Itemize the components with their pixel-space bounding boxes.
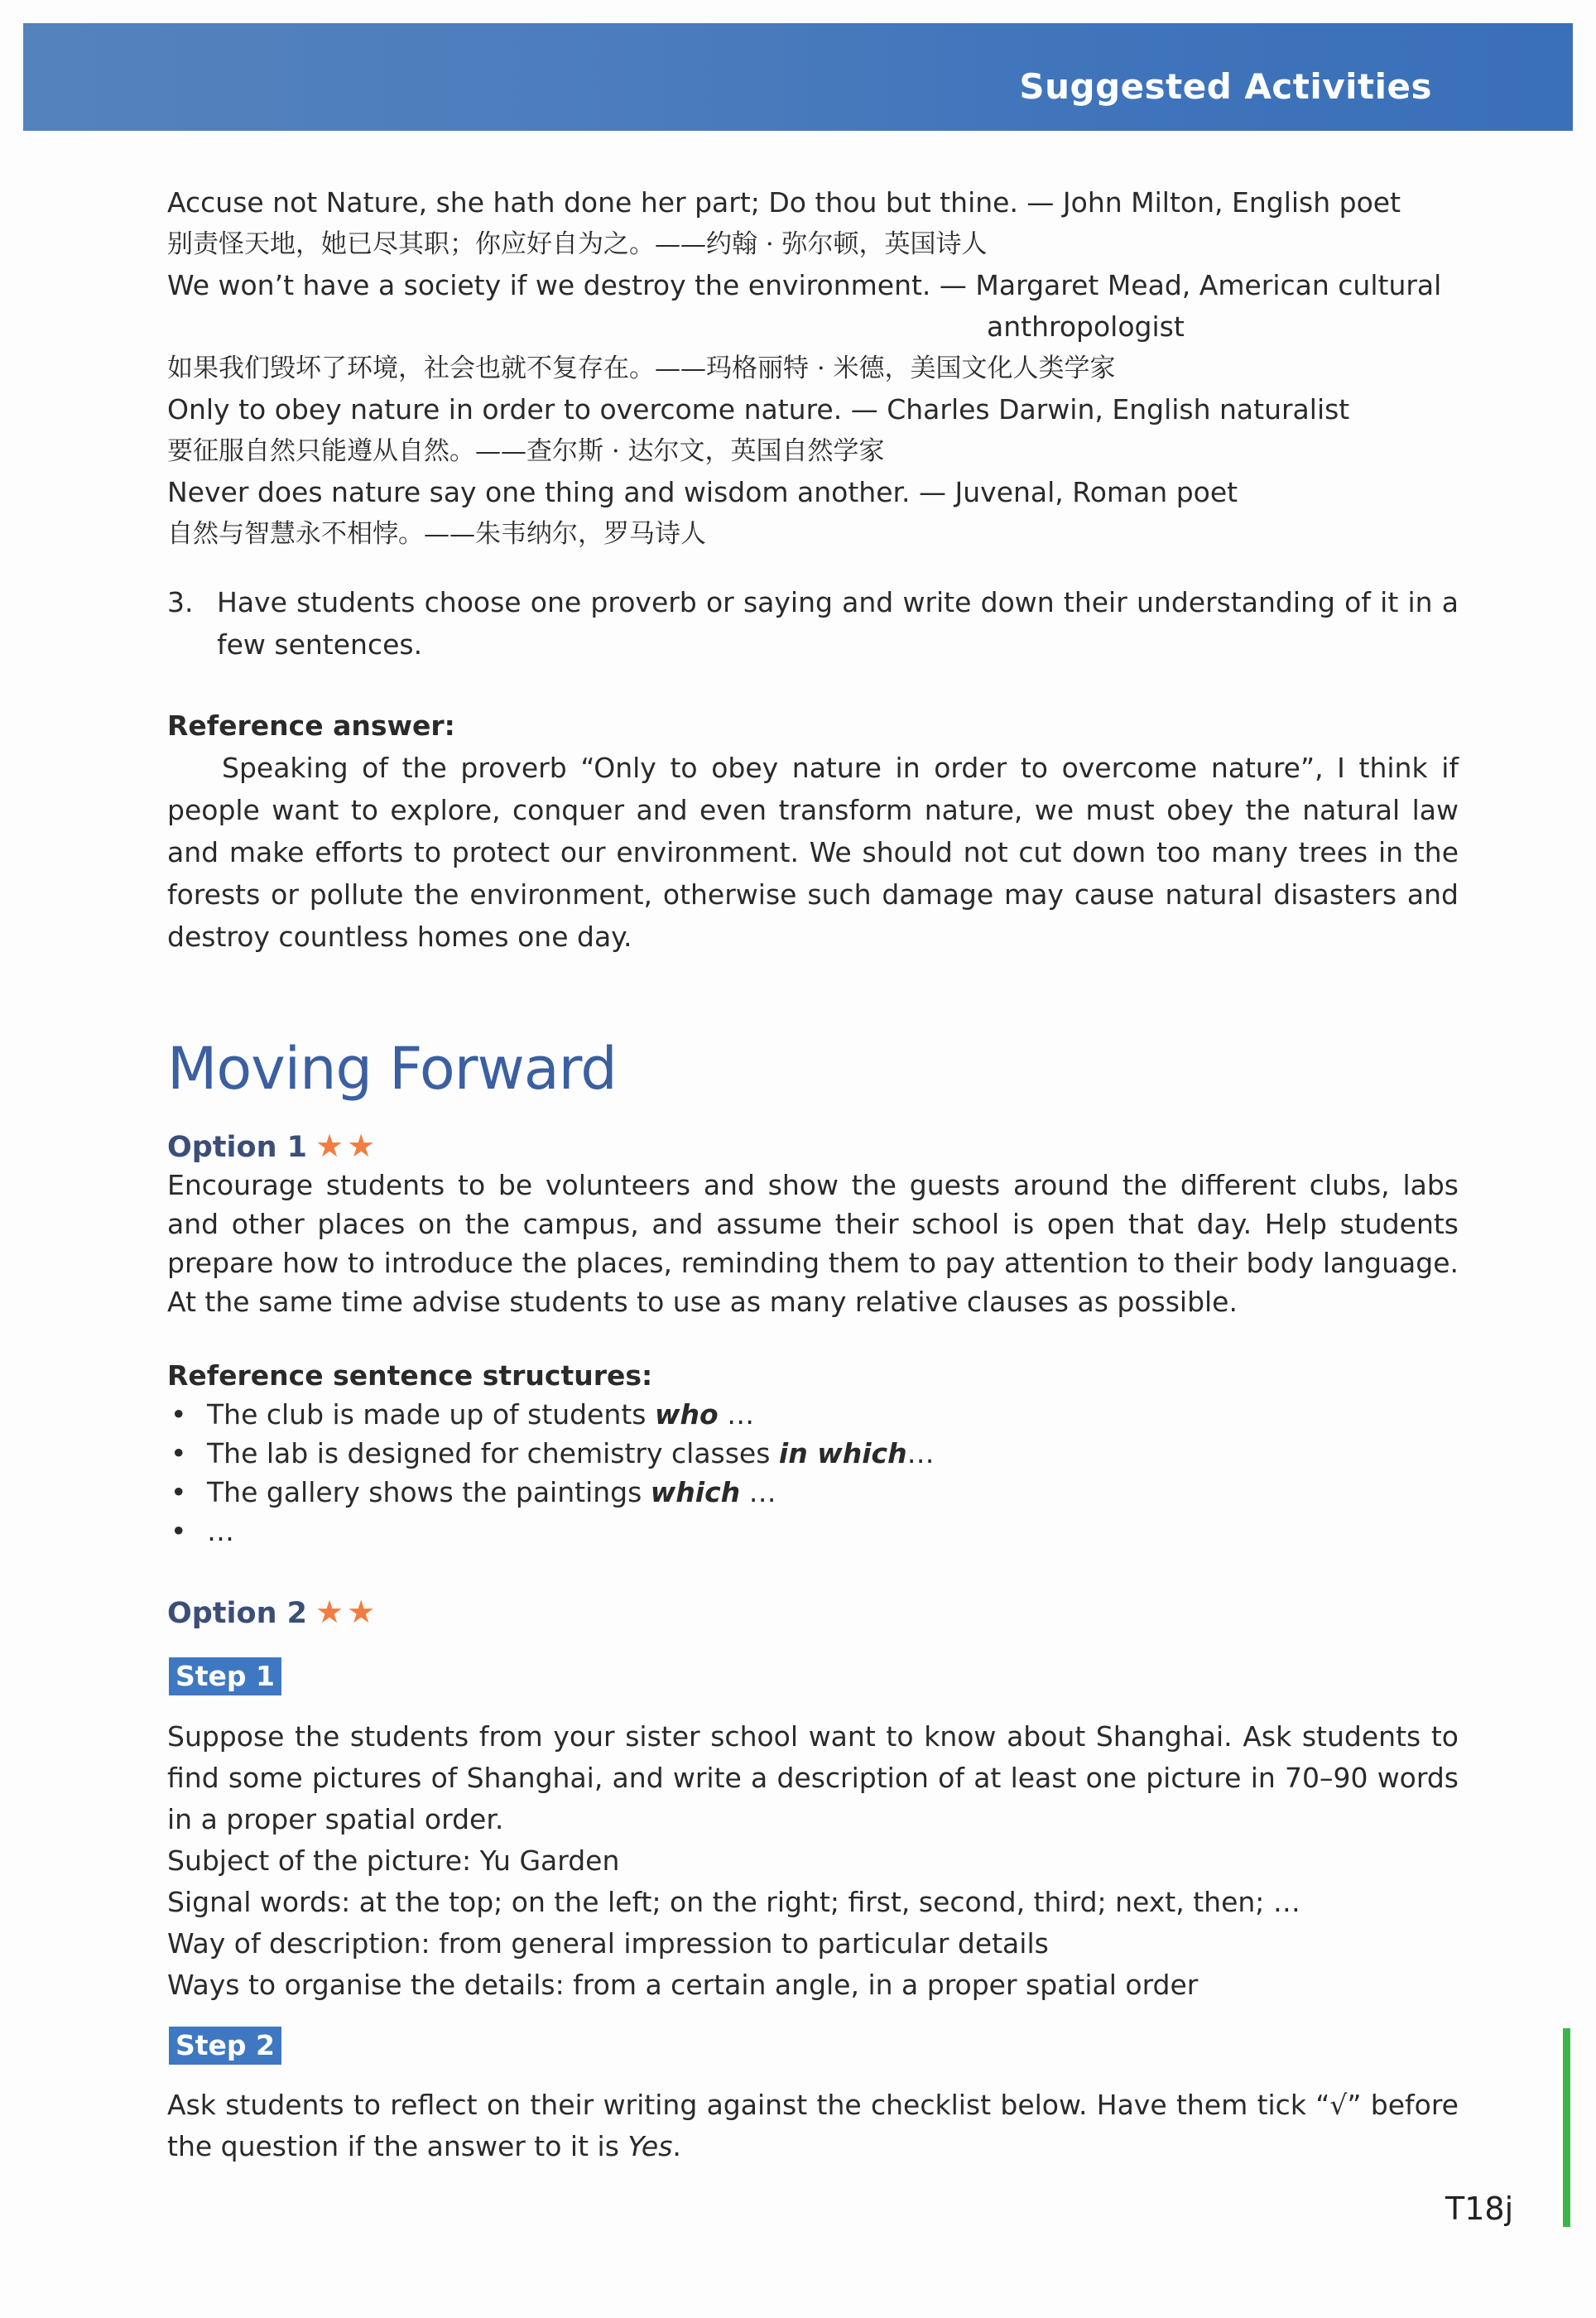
section-title: Moving Forward: [167, 1035, 617, 1103]
page-number: T18j: [1445, 2191, 1514, 2227]
reference-answer: [167, 705, 1459, 958]
bullet-icon: •: [171, 1398, 187, 1431]
quote-en: Accuse not Nature, she hath done her part; Do thou but thine. — John Milton, English poet: [167, 186, 1401, 219]
option-label: Option 1: [167, 1131, 308, 1164]
star-rating-icon: ★★: [315, 1128, 379, 1164]
quote-en-continuation: anthropologist: [987, 310, 1185, 343]
step-1-line: Subject of the picture: Yu Garden: [167, 1844, 620, 1877]
step-1-body: [167, 1716, 1459, 2006]
quote-zh: 如果我们毁坏了环境，社会也就不复存在。——玛格丽特 · 米德，美国文化人类学家: [167, 353, 1116, 383]
item-number: 3.: [167, 586, 194, 618]
reference-answer-text: Speaking of the proverb “Only to obey nature in order to overcome nature”, I think if people want to explore, conquer and even transform nature, we must obey the natural law and make efforts to protect our environment. We should not cut down too many trees in the forests or pollute the environment, otherwise such damage may cause natural disasters and destroy countless homes one day.: [167, 752, 1459, 953]
step-2-badge: Step 2: [169, 2027, 281, 2065]
bullet-icon: •: [171, 1437, 187, 1469]
bullet-icon: •: [171, 1515, 187, 1547]
list-item: • …: [167, 1512, 1459, 1551]
step-2-text: Ask students to reflect on their writing against the checklist below. Have them tick “√” before the question if the answer to it is Yes.: [167, 2089, 1459, 2162]
structures-list: [167, 1395, 1459, 1551]
item-text: Have students choose one proverb or saying and write down their understanding of it in a few sentences.: [217, 586, 1459, 661]
option-2-heading: [167, 1594, 378, 1630]
numbered-item-3: [167, 581, 1459, 666]
quote-zh: 自然与智慧永不相悖。——朱韦纳尔，罗马诗人: [167, 519, 706, 549]
structures-heading: Reference sentence structures:: [167, 1359, 653, 1392]
option-1-heading: [167, 1128, 378, 1164]
bullet-icon: •: [171, 1476, 187, 1508]
option-label: Option 2: [167, 1597, 308, 1630]
quotes-block: [167, 182, 1459, 555]
reference-answer-heading: Reference answer:: [167, 709, 455, 742]
step-1-line: Way of description: from general impression to particular details: [167, 1927, 1049, 1960]
option-1-body: [167, 1166, 1459, 1551]
quote-en: Only to obey nature in order to overcome nature. — Charles Darwin, English naturalist: [167, 393, 1350, 426]
step-1-line: Ways to organise the details: from a certain angle, in a proper spatial order: [167, 1969, 1199, 2001]
list-item: • The gallery shows the paintings which …: [167, 1473, 1459, 1512]
quote-en: Never does nature say one thing and wisdom another. — Juvenal, Roman poet: [167, 476, 1238, 508]
step-2-body: [167, 2085, 1459, 2167]
step-1-badge: Step 1: [169, 1657, 281, 1695]
quote-zh: 别责怪天地，她已尽其职；你应好自为之。——约翰 · 弥尔顿，英国诗人: [167, 229, 988, 259]
quote-en: We won’t have a society if we destroy the environment. — Margaret Mead, American cultural: [167, 269, 1442, 301]
list-item: • The club is made up of students who …: [167, 1395, 1459, 1434]
quote-zh: 要征服自然只能遵从自然。——查尔斯 · 达尔文，英国自然学家: [167, 436, 885, 466]
header-banner: [23, 23, 1573, 131]
step-1-line: Signal words: at the top; on the left; on the right; first, second, third; next, then; …: [167, 1886, 1300, 1918]
option-1-text: Encourage students to be volunteers and show the guests around the different clubs, labs and other places on the campus, and assume their school is open that day. Help students prepare how to introduce the places, reminding them to pay attention to their body language. At the same time advise students to use as many relative clauses as possible.: [167, 1169, 1459, 1318]
step-1-text: Suppose the students from your sister school want to know about Shanghai. Ask students to find some pictures of Shanghai, and write a description of at least one picture in 70–90 words in a proper spatial order.: [167, 1720, 1459, 1835]
side-tab-marker: [1563, 2028, 1570, 2227]
list-item: • The lab is designed for chemistry classes in which…: [167, 1434, 1459, 1473]
header-title: Suggested Activities: [1019, 66, 1432, 107]
star-rating-icon: ★★: [315, 1594, 379, 1630]
